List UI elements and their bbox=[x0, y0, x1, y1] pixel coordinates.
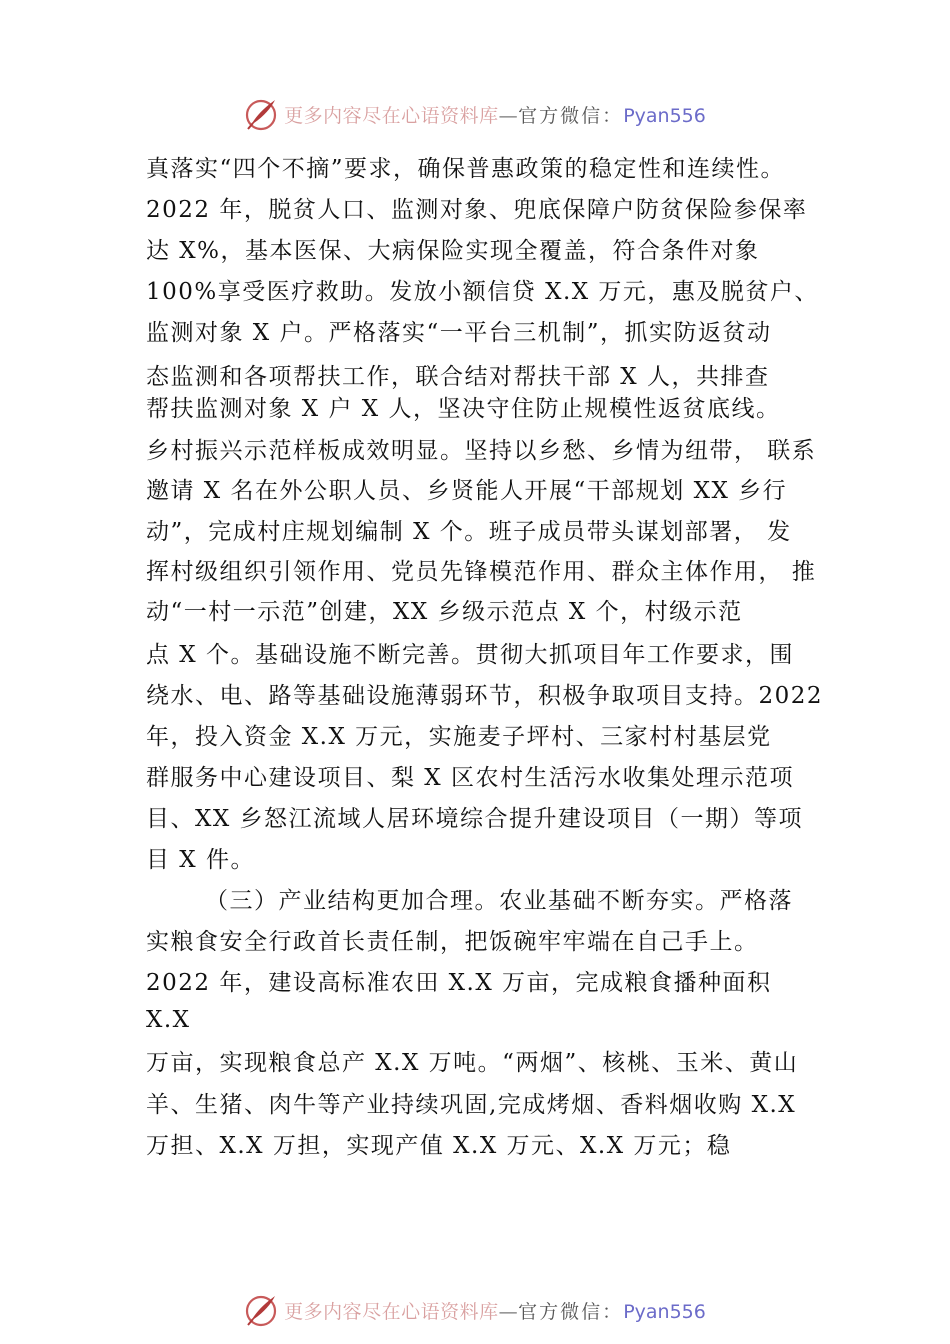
text-line: 乡村振兴示范样板成效明显。坚持以乡愁、乡情为纽带， 联系 bbox=[146, 438, 817, 464]
text-line: 实粮食安全行政首长责任制，把饭碗牢牢端在自己手上。 bbox=[146, 929, 759, 955]
text-line: 帮扶监测对象 X 户 X 人，坚决守住防止规模性返贫底线。 bbox=[146, 396, 781, 422]
text-line: 绕水、电、路等基础设施薄弱环节，积极争取项目支持。2022 bbox=[146, 683, 824, 709]
text-line: 年，投入资金 X.X 万元，实施麦子坪村、三家村村基层党 bbox=[146, 724, 772, 750]
text-line: 态监测和各项帮扶工作，联合结对帮扶干部 X 人，共排查 bbox=[146, 364, 770, 390]
text-line: 万亩，实现粮食总产 X.X 万吨。“两烟”、核桃、玉米、黄山 bbox=[146, 1050, 799, 1076]
watermark-footer bbox=[0, 1290, 950, 1330]
text-line: 群服务中心建设项目、梨 X 区农村生活污水收集处理示范项 bbox=[146, 765, 794, 791]
watermark-site: 更多内容尽在心语资料库 bbox=[284, 1300, 499, 1323]
text-line: 监测对象 X 户。严格落实“一平台三机制”，抓实防返贫动 bbox=[146, 320, 772, 346]
section-heading-line: （三）产业结构更加合理。农业基础不断夯实。严格落 bbox=[205, 888, 793, 914]
text-line: 目、XX 乡怒江流域人居环境综合提升建设项目（一期）等项 bbox=[146, 806, 804, 832]
text-line: 达 X%，基本医保、大病保险实现全覆盖，符合条件对象 bbox=[146, 238, 760, 264]
text-line: 羊、生猪、肉牛等产业持续巩固,完成烤烟、香料烟收购 X.X bbox=[146, 1092, 797, 1118]
text-line: 目 X 件。 bbox=[146, 847, 255, 873]
text-line: 2022 年，脱贫人口、监测对象、兜底保障户防贫保险参保率 bbox=[146, 197, 808, 223]
watermark-account: Pyan556 bbox=[623, 104, 706, 127]
watermark-text bbox=[284, 1297, 706, 1324]
text-line: 万担、X.X 万担，实现产值 X.X 万元、X.X 万元；稳 bbox=[146, 1133, 732, 1159]
text-line: 动”，完成村庄规划编制 X 个。班子成员带头谋划部署， 发 bbox=[146, 519, 792, 545]
watermark-label: 官方微信： bbox=[518, 104, 624, 127]
text-line: 100%享受医疗救助。发放小额信贷 X.X 万元，惠及脱贫户、 bbox=[146, 279, 819, 305]
watermark-separator: — bbox=[498, 1300, 519, 1323]
text-line: 真落实“四个不摘”要求，确保普惠政策的稳定性和连续性。 bbox=[146, 156, 786, 182]
watermark-label: 官方微信： bbox=[518, 1300, 624, 1323]
watermark-separator: — bbox=[498, 104, 519, 127]
text-line: 点 X 个。基础设施不断完善。贯彻大抓项目年工作要求，围 bbox=[146, 642, 794, 668]
text-line: 挥村级组织引领作用、党员先锋模范作用、群众主体作用， 推 bbox=[146, 559, 817, 585]
text-line: 2022 年，建设高标准农田 X.X 万亩，完成粮食播种面积 bbox=[146, 970, 772, 996]
watermark-site: 更多内容尽在心语资料库 bbox=[284, 104, 499, 127]
text-line: 邀请 X 名在外公职人员、乡贤能人开展“干部规划 XX 乡行 bbox=[146, 478, 788, 504]
text-line: 动“一村一示范”创建，XX 乡级示范点 X 个，村级示范 bbox=[146, 599, 743, 625]
quill-logo-icon bbox=[244, 1292, 280, 1328]
text-line: X.X bbox=[146, 1007, 191, 1033]
watermark-account: Pyan556 bbox=[623, 1300, 706, 1323]
